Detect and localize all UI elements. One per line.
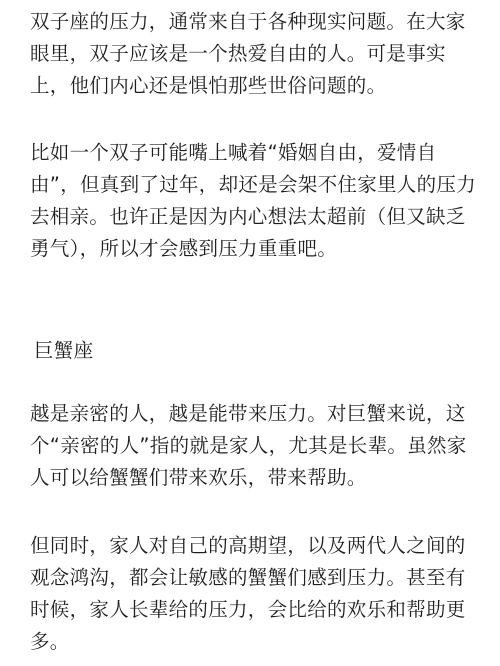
paragraph-cancer-intro: 越是亲密的人，越是能带来压力。对巨蟹来说，这个“亲密的人”指的就是家人，尤其是长辈。虽然家人可以给蟹蟹们带来欢乐，带来帮助。 — [30, 402, 467, 489]
paragraph-gemini-intro: 双子座的压力，通常来自于各种现实问题。在大家眼里，双子应该是一个热爱自由的人。可是事实上，他们内心还是惧怕那些世俗问题的。 — [30, 10, 466, 97]
paragraph-cancer-detail: 但同时，家人对自己的高期望，以及两代人之间的观念鸿沟，都会让敏感的蟹蟹们感到压力。甚至有时候，家人长辈给的压力，会比给的欢乐和帮助更多。 — [30, 534, 466, 653]
section-heading-cancer: 巨蟹座 — [34, 339, 94, 362]
paragraph-gemini-example: 比如一个双子可能嘴上喊着“婚姻自由，爱情自由”，但真到了过年，却还是会架不住家里人的压力去相亲。也许正是因为内心想法太超前（但又缺乏勇气），所以才会感到压力重重吧。 — [30, 141, 477, 260]
